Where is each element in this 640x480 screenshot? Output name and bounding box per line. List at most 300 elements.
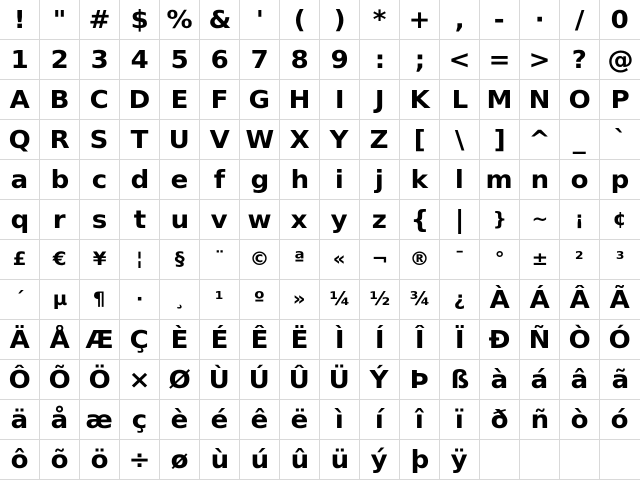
glyph-character: \: [454, 125, 465, 154]
glyph-cell[interactable]: [560, 160, 600, 200]
glyph-cell[interactable]: [200, 240, 240, 280]
glyph-character: Ï: [454, 325, 465, 354]
glyph-character: o: [570, 165, 589, 194]
glyph-cell[interactable]: [0, 40, 40, 80]
glyph-character: :: [374, 45, 385, 74]
glyph-character: [: [413, 125, 426, 154]
glyph-cell[interactable]: [80, 240, 120, 280]
glyph-character: J: [374, 85, 385, 114]
glyph-cell[interactable]: [80, 80, 120, 120]
glyph-cell[interactable]: [80, 160, 120, 200]
glyph-character: ;: [414, 45, 425, 74]
glyph-cell[interactable]: [40, 440, 80, 480]
glyph-cell[interactable]: [600, 80, 640, 120]
glyph-cell[interactable]: [440, 280, 480, 320]
glyph-cell[interactable]: [320, 400, 360, 440]
glyph-cell[interactable]: [400, 320, 440, 360]
glyph-cell[interactable]: [280, 400, 320, 440]
glyph-cell[interactable]: [600, 320, 640, 360]
glyph-cell[interactable]: [320, 440, 360, 480]
glyph-cell[interactable]: [240, 320, 280, 360]
glyph-character: V: [209, 125, 230, 154]
glyph-cell[interactable]: [200, 0, 240, 40]
glyph-character: ¯: [454, 248, 465, 270]
glyph-character: X: [289, 125, 310, 154]
glyph-cell-empty: [560, 440, 600, 480]
glyph-cell[interactable]: [160, 120, 200, 160]
glyph-cell[interactable]: [120, 360, 160, 400]
glyph-character: »: [293, 288, 306, 310]
glyph-cell[interactable]: [520, 40, 560, 80]
glyph-cell[interactable]: [360, 400, 400, 440]
glyph-cell[interactable]: [360, 320, 400, 360]
glyph-character: e: [170, 165, 189, 194]
glyph-cell[interactable]: [40, 160, 80, 200]
glyph-character: å: [50, 405, 69, 434]
glyph-cell[interactable]: [80, 360, 120, 400]
glyph-character: R: [49, 125, 70, 154]
glyph-cell-empty: [600, 440, 640, 480]
glyph-cell[interactable]: [280, 40, 320, 80]
glyph-cell[interactable]: [520, 160, 560, 200]
glyph-character: {: [410, 205, 429, 234]
glyph-cell[interactable]: [600, 360, 640, 400]
glyph-character: j: [375, 165, 384, 194]
glyph-character: ½: [369, 288, 390, 310]
glyph-cell[interactable]: [0, 160, 40, 200]
glyph-character: ì: [335, 405, 344, 434]
glyph-cell[interactable]: [0, 0, 40, 40]
glyph-character: Q: [8, 125, 31, 154]
glyph-character: ï: [455, 405, 464, 434]
glyph-character: Ù: [208, 365, 231, 394]
glyph-cell[interactable]: [400, 0, 440, 40]
glyph-cell[interactable]: [480, 400, 520, 440]
glyph-cell[interactable]: [320, 80, 360, 120]
glyph-cell[interactable]: [400, 360, 440, 400]
glyph-character: û: [290, 445, 309, 474]
glyph-cell[interactable]: [520, 80, 560, 120]
glyph-character: §: [174, 248, 185, 270]
glyph-cell[interactable]: [400, 160, 440, 200]
glyph-cell[interactable]: [400, 400, 440, 440]
glyph-character: 8: [290, 45, 309, 74]
glyph-cell[interactable]: [0, 440, 40, 480]
glyph-cell[interactable]: [440, 360, 480, 400]
glyph-cell[interactable]: [440, 440, 480, 480]
glyph-character: y: [331, 205, 348, 234]
glyph-character: ": [52, 5, 67, 34]
glyph-cell[interactable]: [280, 0, 320, 40]
glyph-cell[interactable]: [400, 80, 440, 120]
glyph-cell[interactable]: [40, 80, 80, 120]
glyph-cell[interactable]: [360, 240, 400, 280]
glyph-cell[interactable]: [320, 40, 360, 80]
glyph-character: Ë: [290, 325, 309, 354]
glyph-character: þ: [410, 445, 429, 474]
glyph-character: ¿: [453, 288, 466, 310]
glyph-cell[interactable]: [80, 280, 120, 320]
glyph-cell[interactable]: [520, 200, 560, 240]
glyph-cell[interactable]: [480, 280, 520, 320]
glyph-character: ¢: [613, 208, 627, 230]
glyph-cell[interactable]: [160, 240, 200, 280]
glyph-character: ): [333, 5, 346, 34]
glyph-cell[interactable]: [320, 320, 360, 360]
glyph-character: g: [250, 165, 269, 194]
glyph-character: À: [489, 285, 510, 314]
glyph-cell[interactable]: [480, 320, 520, 360]
glyph-cell[interactable]: [400, 240, 440, 280]
glyph-cell[interactable]: [160, 440, 200, 480]
glyph-cell[interactable]: [280, 120, 320, 160]
glyph-cell[interactable]: [520, 240, 560, 280]
glyph-character: 6: [210, 45, 229, 74]
glyph-character: Ý: [370, 365, 389, 394]
glyph-cell[interactable]: [160, 0, 200, 40]
glyph-character: c: [91, 165, 108, 194]
glyph-cell[interactable]: [360, 280, 400, 320]
glyph-cell[interactable]: [480, 80, 520, 120]
glyph-cell[interactable]: [120, 120, 160, 160]
glyph-cell[interactable]: [280, 320, 320, 360]
glyph-cell[interactable]: [600, 240, 640, 280]
glyph-cell[interactable]: [600, 120, 640, 160]
glyph-cell[interactable]: [120, 320, 160, 360]
glyph-cell[interactable]: [560, 0, 600, 40]
glyph-character: 3: [90, 45, 109, 74]
glyph-cell[interactable]: [520, 0, 560, 40]
glyph-cell[interactable]: [240, 240, 280, 280]
glyph-cell[interactable]: [240, 200, 280, 240]
glyph-character: &: [208, 5, 231, 34]
glyph-cell[interactable]: [160, 280, 200, 320]
glyph-cell[interactable]: [120, 200, 160, 240]
glyph-cell[interactable]: [480, 200, 520, 240]
glyph-character: q: [10, 205, 29, 234]
glyph-cell[interactable]: [400, 120, 440, 160]
glyph-cell[interactable]: [360, 80, 400, 120]
glyph-cell[interactable]: [120, 160, 160, 200]
glyph-character: s: [91, 205, 108, 234]
glyph-character: ÿ: [451, 445, 468, 474]
glyph-cell[interactable]: [40, 320, 80, 360]
glyph-cell[interactable]: [440, 160, 480, 200]
glyph-character: 9: [330, 45, 349, 74]
glyph-cell[interactable]: [400, 440, 440, 480]
glyph-cell[interactable]: [240, 0, 280, 40]
glyph-cell[interactable]: [240, 400, 280, 440]
glyph-cell[interactable]: [200, 120, 240, 160]
glyph-cell[interactable]: [440, 120, 480, 160]
glyph-character: ^: [528, 125, 551, 154]
glyph-cell[interactable]: [80, 440, 120, 480]
glyph-cell[interactable]: [400, 200, 440, 240]
glyph-character: ø: [170, 445, 189, 474]
glyph-cell[interactable]: [240, 440, 280, 480]
glyph-cell[interactable]: [0, 280, 40, 320]
glyph-character: 2: [50, 45, 69, 74]
glyph-cell[interactable]: [320, 240, 360, 280]
glyph-cell[interactable]: [440, 320, 480, 360]
glyph-character: õ: [50, 445, 69, 474]
glyph-cell[interactable]: [120, 280, 160, 320]
glyph-cell[interactable]: [280, 440, 320, 480]
glyph-character: Æ: [85, 325, 114, 354]
glyph-cell[interactable]: [0, 80, 40, 120]
glyph-character: C: [89, 85, 110, 114]
glyph-cell[interactable]: [0, 240, 40, 280]
glyph-character: -: [494, 5, 505, 34]
glyph-cell[interactable]: [40, 120, 80, 160]
glyph-cell[interactable]: [280, 240, 320, 280]
glyph-cell[interactable]: [320, 0, 360, 40]
glyph-character: °: [494, 248, 505, 270]
glyph-character: Â: [569, 285, 590, 314]
glyph-cell[interactable]: [480, 120, 520, 160]
glyph-cell[interactable]: [560, 360, 600, 400]
glyph-cell[interactable]: [480, 240, 520, 280]
glyph-cell[interactable]: [480, 40, 520, 80]
glyph-character: N: [528, 85, 551, 114]
glyph-cell[interactable]: [240, 40, 280, 80]
glyph-character: O: [568, 85, 591, 114]
glyph-character: è: [170, 405, 189, 434]
glyph-character: Ò: [568, 325, 591, 354]
glyph-character: 7: [250, 45, 269, 74]
glyph-cell[interactable]: [120, 40, 160, 80]
glyph-character: ô: [10, 445, 29, 474]
glyph-cell[interactable]: [200, 40, 240, 80]
glyph-cell[interactable]: [560, 120, 600, 160]
glyph-cell[interactable]: [440, 200, 480, 240]
glyph-cell[interactable]: [200, 200, 240, 240]
glyph-cell[interactable]: [440, 40, 480, 80]
glyph-cell[interactable]: [40, 280, 80, 320]
glyph-character: ß: [450, 365, 469, 394]
glyph-cell[interactable]: [0, 360, 40, 400]
glyph-cell[interactable]: [120, 0, 160, 40]
glyph-cell[interactable]: [320, 360, 360, 400]
glyph-cell[interactable]: [560, 240, 600, 280]
glyph-cell[interactable]: [200, 360, 240, 400]
glyph-character: `: [613, 125, 627, 154]
glyph-cell[interactable]: [560, 200, 600, 240]
glyph-cell[interactable]: [360, 200, 400, 240]
glyph-character: Y: [330, 125, 349, 154]
glyph-cell[interactable]: [560, 280, 600, 320]
glyph-character: 1: [10, 45, 29, 74]
glyph-cell[interactable]: [520, 120, 560, 160]
glyph-character: É: [210, 325, 229, 354]
glyph-character: Z: [370, 125, 389, 154]
glyph-cell[interactable]: [40, 400, 80, 440]
glyph-cell[interactable]: [80, 120, 120, 160]
glyph-character: r: [53, 205, 66, 234]
glyph-cell[interactable]: [560, 40, 600, 80]
glyph-cell[interactable]: [600, 40, 640, 80]
glyph-cell[interactable]: [160, 40, 200, 80]
glyph-cell[interactable]: [40, 200, 80, 240]
glyph-cell[interactable]: [480, 360, 520, 400]
glyph-cell[interactable]: [120, 240, 160, 280]
glyph-cell[interactable]: [80, 320, 120, 360]
glyph-cell[interactable]: [560, 320, 600, 360]
glyph-cell[interactable]: [480, 0, 520, 40]
glyph-cell[interactable]: [80, 400, 120, 440]
glyph-cell[interactable]: [40, 0, 80, 40]
glyph-cell[interactable]: [520, 320, 560, 360]
glyph-cell[interactable]: [360, 440, 400, 480]
glyph-cell[interactable]: [280, 80, 320, 120]
glyph-cell[interactable]: [200, 160, 240, 200]
glyph-cell[interactable]: [160, 400, 200, 440]
glyph-cell[interactable]: [120, 440, 160, 480]
glyph-character: L: [451, 85, 468, 114]
glyph-cell[interactable]: [200, 440, 240, 480]
glyph-character: ¼: [329, 288, 350, 310]
glyph-cell[interactable]: [80, 0, 120, 40]
glyph-character: +: [408, 5, 431, 34]
glyph-cell[interactable]: [600, 200, 640, 240]
glyph-cell[interactable]: [440, 0, 480, 40]
glyph-cell[interactable]: [200, 280, 240, 320]
glyph-character: Á: [529, 285, 550, 314]
glyph-character: È: [170, 325, 189, 354]
glyph-cell[interactable]: [560, 400, 600, 440]
glyph-cell[interactable]: [160, 80, 200, 120]
glyph-cell[interactable]: [120, 400, 160, 440]
glyph-cell[interactable]: [240, 80, 280, 120]
glyph-cell[interactable]: [240, 360, 280, 400]
glyph-character: Ì: [334, 325, 345, 354]
glyph-cell[interactable]: [440, 80, 480, 120]
glyph-character: ÷: [128, 445, 151, 474]
glyph-character: ,: [454, 5, 465, 34]
glyph-cell[interactable]: [600, 0, 640, 40]
glyph-character: =: [488, 45, 511, 74]
glyph-character: Î: [414, 325, 425, 354]
glyph-character: ®: [409, 248, 430, 270]
glyph-character: T: [130, 125, 149, 154]
glyph-cell[interactable]: [240, 280, 280, 320]
glyph-character: }: [492, 208, 507, 230]
glyph-character: ä: [10, 405, 29, 434]
glyph-character: í: [375, 405, 384, 434]
glyph-character: ë: [290, 405, 309, 434]
glyph-character: ×: [128, 365, 151, 394]
glyph-character: |: [454, 205, 465, 234]
glyph-cell[interactable]: [320, 120, 360, 160]
glyph-cell[interactable]: [360, 360, 400, 400]
glyph-cell[interactable]: [120, 80, 160, 120]
glyph-cell[interactable]: [240, 160, 280, 200]
glyph-cell[interactable]: [360, 40, 400, 80]
glyph-character: k: [410, 165, 429, 194]
glyph-character: â: [570, 365, 589, 394]
glyph-cell[interactable]: [440, 240, 480, 280]
glyph-cell[interactable]: [280, 160, 320, 200]
glyph-character: á: [530, 365, 549, 394]
glyph-cell[interactable]: [360, 160, 400, 200]
glyph-character: ¾: [409, 288, 430, 310]
glyph-character: ¡: [574, 208, 585, 230]
glyph-character: E: [170, 85, 189, 114]
glyph-character: £: [12, 248, 27, 270]
glyph-character: à: [490, 365, 509, 394]
glyph-character: <: [448, 45, 471, 74]
glyph-character: i: [335, 165, 344, 194]
glyph-cell[interactable]: [480, 160, 520, 200]
glyph-cell[interactable]: [40, 40, 80, 80]
glyph-cell[interactable]: [0, 400, 40, 440]
glyph-cell[interactable]: [320, 160, 360, 200]
glyph-cell[interactable]: [240, 120, 280, 160]
glyph-cell[interactable]: [520, 360, 560, 400]
glyph-character: ê: [250, 405, 269, 434]
glyph-character: U: [168, 125, 191, 154]
glyph-cell[interactable]: [400, 40, 440, 80]
glyph-character: Ç: [129, 325, 150, 354]
glyph-cell[interactable]: [160, 320, 200, 360]
glyph-character: %: [166, 5, 193, 34]
glyph-character: I: [334, 85, 345, 114]
glyph-character: >: [528, 45, 551, 74]
glyph-cell[interactable]: [280, 360, 320, 400]
glyph-cell[interactable]: [600, 400, 640, 440]
glyph-cell[interactable]: [280, 280, 320, 320]
glyph-cell[interactable]: [360, 120, 400, 160]
glyph-character: H: [288, 85, 311, 114]
glyph-cell[interactable]: [600, 280, 640, 320]
glyph-character: *: [372, 5, 387, 34]
glyph-character: a: [10, 165, 29, 194]
glyph-cell[interactable]: [280, 200, 320, 240]
glyph-character: 0: [610, 5, 630, 34]
glyph-character: ¨: [214, 248, 225, 270]
glyph-character: S: [90, 125, 109, 154]
glyph-cell[interactable]: [440, 400, 480, 440]
glyph-cell[interactable]: [80, 200, 120, 240]
glyph-cell[interactable]: [40, 360, 80, 400]
glyph-cell[interactable]: [200, 80, 240, 120]
glyph-cell[interactable]: [600, 160, 640, 200]
glyph-cell[interactable]: [160, 160, 200, 200]
glyph-character: z: [371, 205, 388, 234]
glyph-cell[interactable]: [320, 280, 360, 320]
glyph-character: n: [530, 165, 549, 194]
glyph-cell[interactable]: [160, 360, 200, 400]
glyph-cell[interactable]: [200, 320, 240, 360]
glyph-cell[interactable]: [80, 40, 120, 80]
glyph-cell[interactable]: [0, 120, 40, 160]
glyph-cell[interactable]: [400, 280, 440, 320]
glyph-character: _: [573, 125, 586, 154]
glyph-cell[interactable]: [200, 400, 240, 440]
glyph-cell[interactable]: [520, 400, 560, 440]
glyph-cell[interactable]: [40, 240, 80, 280]
glyph-cell[interactable]: [0, 200, 40, 240]
glyph-character: /: [574, 5, 585, 34]
glyph-cell[interactable]: [0, 320, 40, 360]
glyph-character: ç: [131, 405, 148, 434]
glyph-cell[interactable]: [160, 200, 200, 240]
glyph-cell[interactable]: [320, 200, 360, 240]
glyph-character: P: [610, 85, 630, 114]
glyph-cell[interactable]: [520, 280, 560, 320]
glyph-cell[interactable]: [560, 80, 600, 120]
glyph-cell[interactable]: [360, 0, 400, 40]
